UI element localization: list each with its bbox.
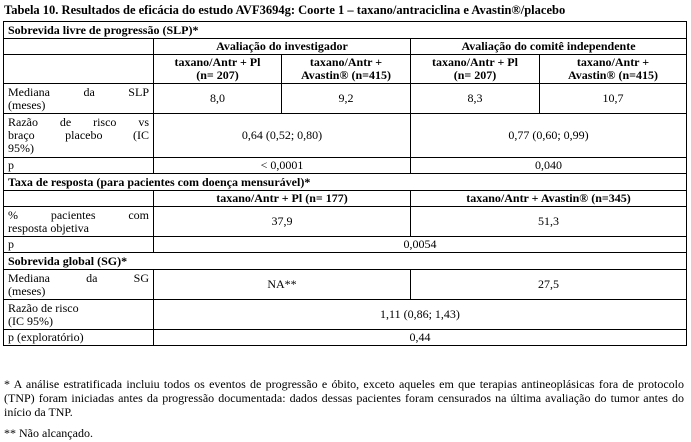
label-line: Razão de risco [8,300,79,315]
row-label: p (exploratório) [4,330,154,346]
arm-header-placebo: taxano/Antr + Pl (n= 177) [154,191,411,207]
value-cell: 10,7 [540,84,687,114]
arm-line-2: (n= 207) [196,68,239,82]
arm-header-avastin-inv [282,55,411,84]
slp-section-title: Sobrevida livre de progressão (SLP)* [4,22,687,39]
efficacy-table [3,21,687,346]
section-header-row [4,174,687,191]
label-line: Razão de risco vs [8,115,149,129]
table-row [4,300,687,330]
row-label [4,207,154,237]
value-cell: < 0,0001 [154,158,411,174]
tr-section-title: Taxa de resposta (para pacientes com doença mensurável)* [4,174,687,191]
label-line: (IC 95%) [8,313,53,328]
arm-line-1: taxano/Antr + Pl [432,55,518,69]
arm-line-1: taxano/Antr + [309,55,383,69]
arm-header-placebo-irc [411,55,540,84]
value-cell: 0,64 (0,52; 0,80) [154,114,411,158]
empty-cell [4,55,154,84]
value-cell: 0,0054 [154,237,687,253]
value-cell: 8,0 [154,84,282,114]
table-row [4,207,687,237]
footnote-1: * A análise estratificada incluiu todos os eventos de progressão e óbito, exceto aqueles em que terapias antineoplásicas fora de protocolo (TNP) foram iniciadas antes da progressão documentada: dados dessas pacientes foram censurados na última avaliação do tumor antes do início da TNP. [4,377,684,419]
table-row [4,158,687,174]
arm-header-placebo-inv [154,55,282,84]
table-row [4,84,687,114]
label-line: braço placebo (IC [8,128,149,142]
row-label [4,84,154,114]
arm-line-2: (n= 207) [453,68,497,82]
label-line: Mediana da SLP [8,84,149,99]
value-cell: NA** [154,270,411,300]
table-row [4,270,687,300]
empty-cell [4,191,154,207]
row-label [4,300,154,330]
label-line: (meses) [8,283,46,298]
label-line: 95%) [8,141,34,155]
label-line: resposta objetiva [8,220,89,235]
label-line: Mediana da SG [8,270,149,285]
value-cell: 37,9 [154,207,411,237]
value-cell: 1,11 (0,86; 1,43) [154,300,687,330]
arm-header-row [4,191,687,207]
value-cell: 0,77 (0,60; 0,99) [411,114,687,158]
row-label [4,114,154,158]
arm-line-1: taxano/Antr + Pl [174,55,261,69]
arm-line-2: Avastin® (n=415) [301,68,391,82]
row-label: p [4,237,154,253]
table-row [4,330,687,346]
arm-line-2: Avastin® (n=415) [568,68,658,82]
section-header-row [4,253,687,270]
value-cell: 0,040 [411,158,687,174]
investigator-header: Avaliação do investigador [154,39,411,55]
group-header-row [4,39,687,55]
table-row [4,114,687,158]
table-caption: Tabela 10. Resultados de eficácia do estudo AVF3694g: Coorte 1 – taxano/antraciclina e Avastin®/placebo [4,3,566,17]
value-cell: 51,3 [411,207,687,237]
section-header-row [4,22,687,39]
value-cell: 9,2 [282,84,411,114]
value-cell: 27,5 [411,270,687,300]
arm-header-avastin-irc [540,55,687,84]
empty-cell [4,39,154,55]
arm-line-1: taxano/Antr + [576,55,650,69]
label-line: (meses) [8,97,46,112]
footnote-2: ** Não alcançado. [4,426,93,440]
committee-header: Avaliação do comitê independente [411,39,687,55]
value-cell: 0,44 [154,330,687,346]
arm-header-row [4,55,687,84]
row-label [4,270,154,300]
sg-section-title: Sobrevida global (SG)* [4,253,687,270]
row-label: p [4,158,154,174]
label-line: % pacientes com [8,207,149,222]
table-row [4,237,687,253]
arm-header-avastin: taxano/Antr + Avastin® (n=345) [411,191,687,207]
value-cell: 8,3 [411,84,540,114]
